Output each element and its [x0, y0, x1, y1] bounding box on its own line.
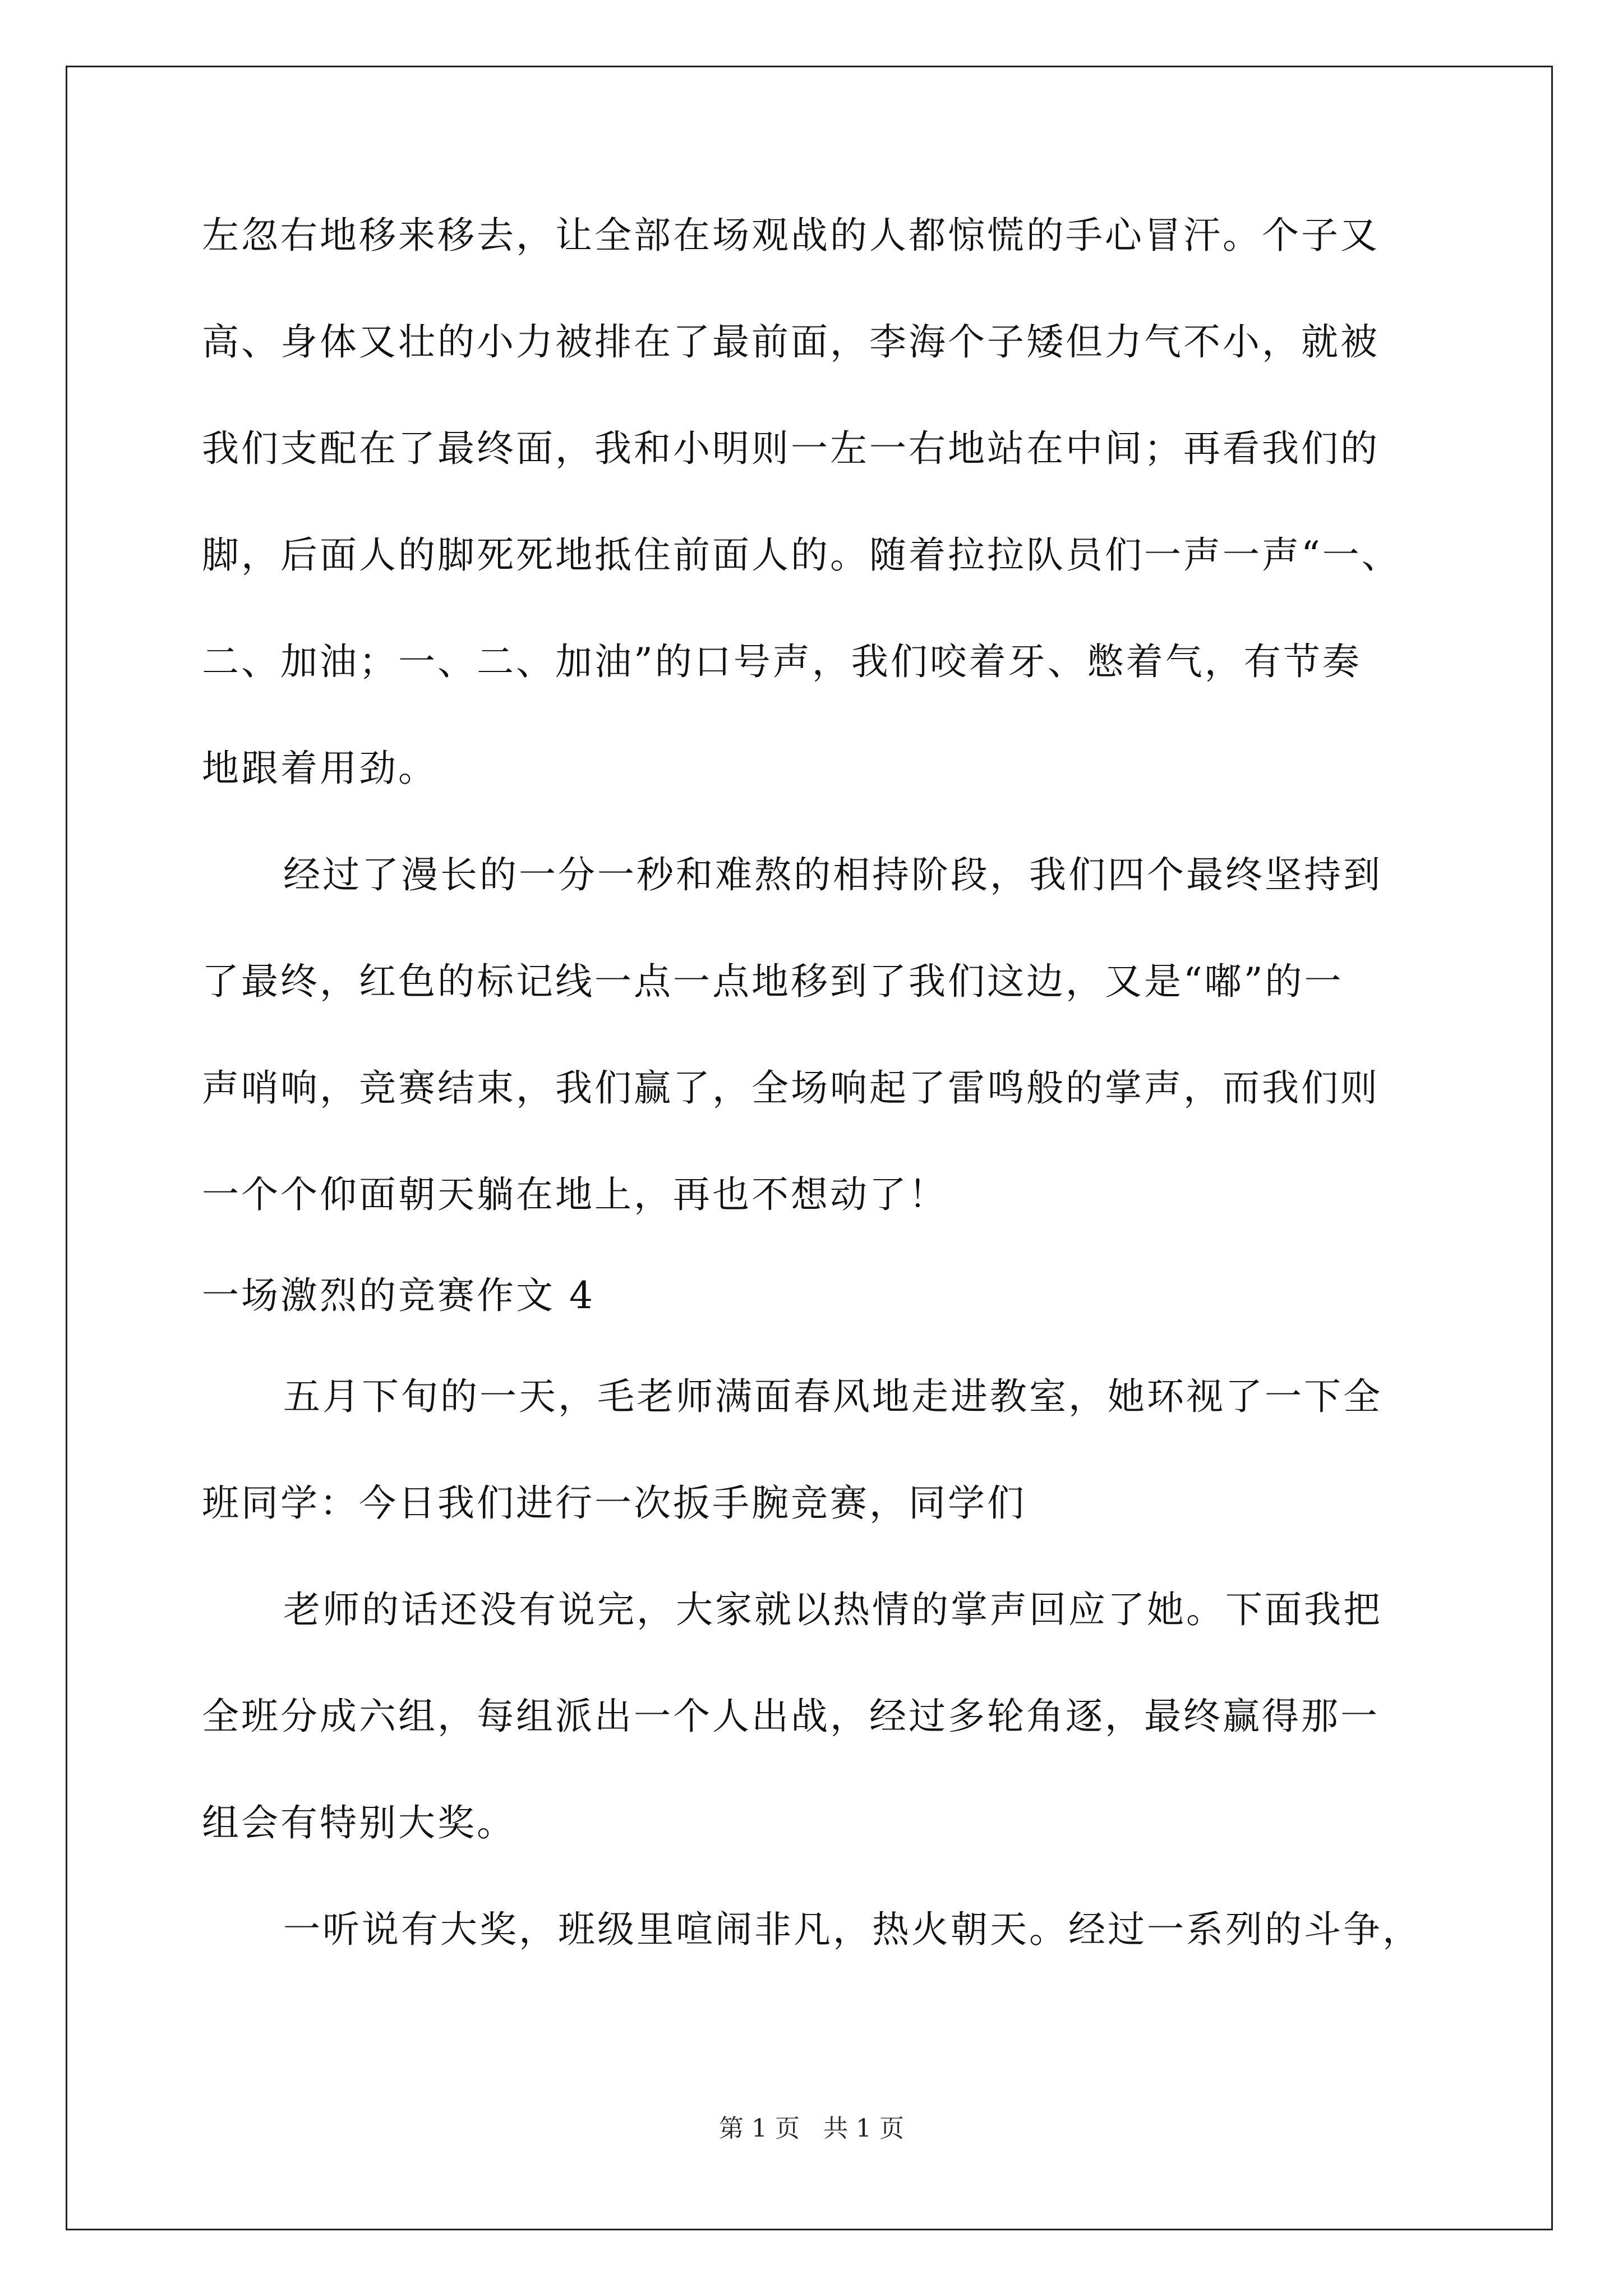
section-title: 一场激烈的竞赛作文 4: [202, 1274, 595, 1317]
text-line: 左忽右地移来移去，让全部在场观战的人都惊慌的手心冒汗。个子又: [202, 214, 1380, 257]
text-line: 地跟着用劲。: [202, 747, 437, 790]
paragraph-start-line: 老师的话还没有说完，大家就以热情的掌声回应了她。下面我把: [283, 1588, 1382, 1631]
text-line: 全班分成六组，每组派出一个人出战，经过多轮角逐，最终赢得那一: [202, 1695, 1380, 1738]
paragraph-start-line: 经过了漫长的一分一秒和难熬的相持阶段，我们四个最终坚持到: [283, 853, 1382, 896]
text-line: 一个个仰面朝天躺在地上，再也不想动了！: [202, 1173, 948, 1216]
text-line: 我们支配在了最终面，我和小明则一左一右地站在中间；再看我们的: [202, 427, 1380, 470]
text-line: 高、身体又壮的小力被排在了最前面，李海个子矮但力气不小，就被: [202, 320, 1380, 364]
text-line: 二、加油；一、二、加油”的口号声，我们咬着牙、憋着气，有节奏: [202, 640, 1362, 683]
paragraph-start-line: 五月下旬的一天，毛老师满面春风地走进教室，她环视了一下全: [283, 1375, 1382, 1418]
page-footer: [0, 2112, 1623, 2146]
text-line: 声哨响，竞赛结束，我们赢了，全场响起了雷鸣般的掌声，而我们则: [202, 1066, 1380, 1110]
paragraph-start-line: 一听说有大奖，班级里喧闹非凡，热火朝天。经过一系列的斗争，: [283, 1908, 1422, 1951]
text-line: 了最终，红色的标记线一点一点地移到了我们这边，又是“嘟”的一: [202, 960, 1344, 1003]
text-line: 脚，后面人的脚死死地抵住前面人的。随着拉拉队员们一声一声“一、: [202, 533, 1401, 577]
page-number: 第 1 页: [719, 2114, 800, 2143]
text-line: 组会有特别大奖。: [202, 1801, 516, 1844]
text-line: 班同学：今日我们进行一次扳手腕竞赛，同学们: [202, 1481, 1026, 1525]
page-total: 共 1 页: [823, 2114, 904, 2143]
